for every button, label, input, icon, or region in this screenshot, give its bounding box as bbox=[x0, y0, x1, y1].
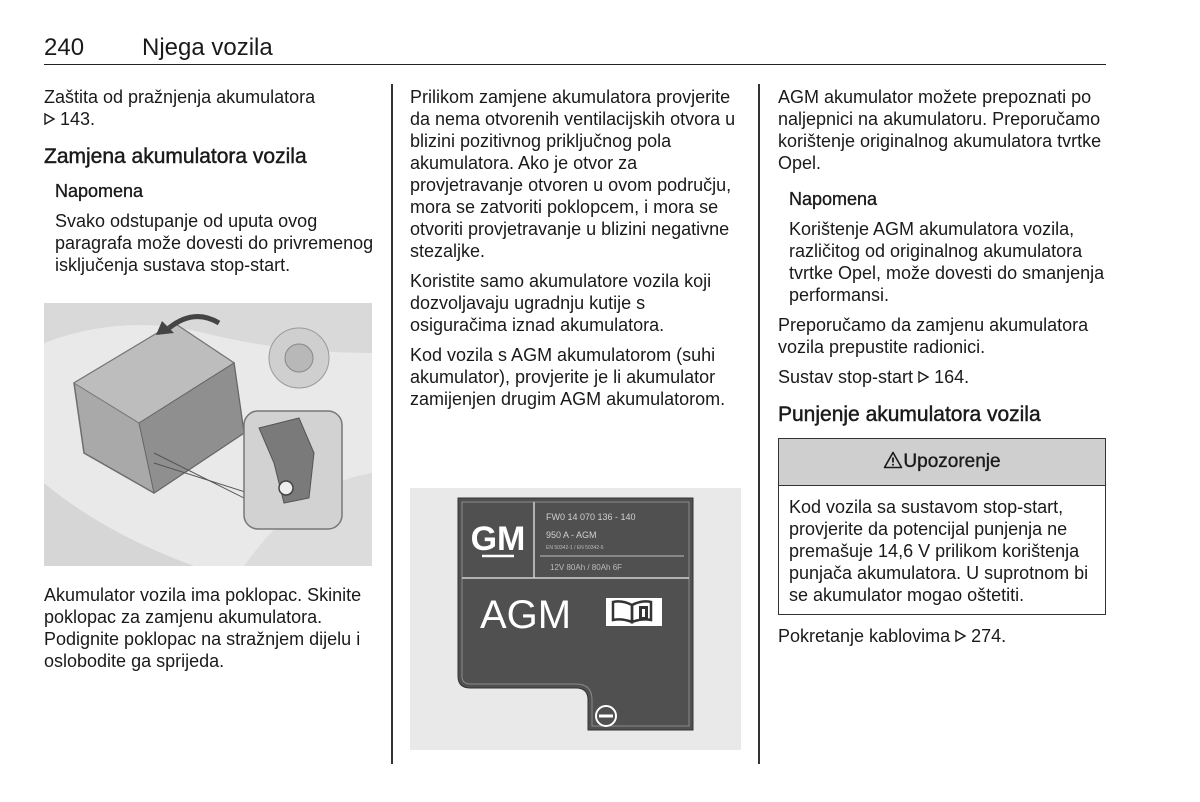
page-header bbox=[44, 34, 1106, 65]
section-heading: Zamjena akumulatora vozila bbox=[44, 145, 307, 168]
paragraph: Prilikom zamjene akumulatora provjerite da nema otvorenih ventilacijskih otvora u blizini pozitivnog priključnog pola akumulatora. Ako je otvor za provjetravanje otvoren u ovom području, mora se zatvoriti poklopcem, i mora se otvoriti provjetravanje u blizini negativne stezaljke. bbox=[410, 87, 736, 261]
page-title: Njega vozila bbox=[142, 34, 273, 61]
label-standard: EN 50342-1 / EN 50342-6 bbox=[546, 545, 604, 551]
agm-label-illustration bbox=[410, 488, 741, 750]
paragraph: Sustav stop-start 164. bbox=[778, 367, 970, 387]
paragraph: AGM akumulator možete prepoznati po naljepnici na akumulatoru. Preporučamo korištenje originalnog akumulatora tvrtke Opel. bbox=[778, 87, 1102, 173]
gm-logo-text: GM bbox=[470, 520, 526, 558]
paragraph: Pokretanje kablovima 274. bbox=[778, 626, 1007, 646]
agm-label-drawing bbox=[410, 488, 741, 750]
note-label: Napomena bbox=[789, 189, 878, 209]
note-text: Korištenje AGM akumulatora vozila, različitog od originalnog akumulatora tvrtke Opel, može dovesti do smanjenja performansi. bbox=[789, 219, 1105, 305]
label-part-number: FW0 14 070 136 - 140 bbox=[546, 512, 636, 522]
note-label: Napomena bbox=[55, 181, 144, 201]
arrow-reference-icon bbox=[918, 370, 930, 384]
page-reference[interactable]: 143. bbox=[60, 109, 96, 129]
arrow-reference-icon bbox=[44, 112, 56, 126]
page-reference[interactable]: 164. bbox=[934, 367, 970, 387]
column-1-top bbox=[44, 86, 380, 284]
battery-cover-drawing bbox=[44, 303, 372, 566]
warning-title: Upozorenje bbox=[903, 451, 1001, 472]
page-reference[interactable]: 274. bbox=[971, 626, 1007, 646]
paragraph: Akumulator vozila ima poklopac. Skinite poklopac za zamjenu akumulatora. Podignite poklopac na stražnjem dijelu i oslobodite ga sprijeda. bbox=[44, 585, 362, 671]
column-3 bbox=[778, 86, 1106, 655]
manual-book-icon bbox=[606, 598, 662, 626]
section-heading: Punjenje akumulatora vozila bbox=[778, 403, 1041, 426]
page-number: 240 bbox=[44, 34, 85, 61]
label-capacity: 12V 80Ah / 80Ah 6F bbox=[550, 563, 623, 572]
column-2 bbox=[410, 86, 742, 418]
paragraph: Koristite samo akumulatore vozila koji dozvoljavaju ugradnju kutije s osiguračima iznad akumulatora. bbox=[410, 271, 712, 335]
paragraph: Preporučamo da zamjenu akumulatora vozila prepustite radionici. bbox=[778, 315, 1089, 357]
warning-triangle-icon bbox=[883, 451, 903, 469]
column-divider-right bbox=[758, 84, 760, 764]
note-text: Svako odstupanje od uputa ovog paragrafa može dovesti do privremenog isključenja sustava stop-start. bbox=[55, 211, 374, 275]
warning-text: Kod vozila sa sustavom stop-start, provjerite da potencijal punjenja ne premašuje 14,6 V prilikom korištenja punjača akumulatora. U suprotnom bi se akumulator mogao oštetiti. bbox=[789, 497, 1089, 605]
paragraph: Kod vozila s AGM akumulatorom (suhi akumulator), provjerite je li akumulator zamijenjen drugim AGM akumulatorom. bbox=[410, 345, 726, 409]
column-1-bottom bbox=[44, 584, 380, 680]
arrow-reference-icon bbox=[955, 629, 967, 643]
paragraph: Zaštita od pražnjenja akumulatora 143. bbox=[44, 87, 316, 129]
battery-cover-illustration bbox=[44, 303, 372, 566]
agm-type-text: AGM bbox=[480, 593, 572, 637]
label-cca: 950 A - AGM bbox=[546, 530, 597, 540]
warning-box bbox=[778, 438, 1106, 615]
column-divider-left bbox=[391, 84, 393, 764]
warning-header bbox=[779, 439, 1105, 486]
